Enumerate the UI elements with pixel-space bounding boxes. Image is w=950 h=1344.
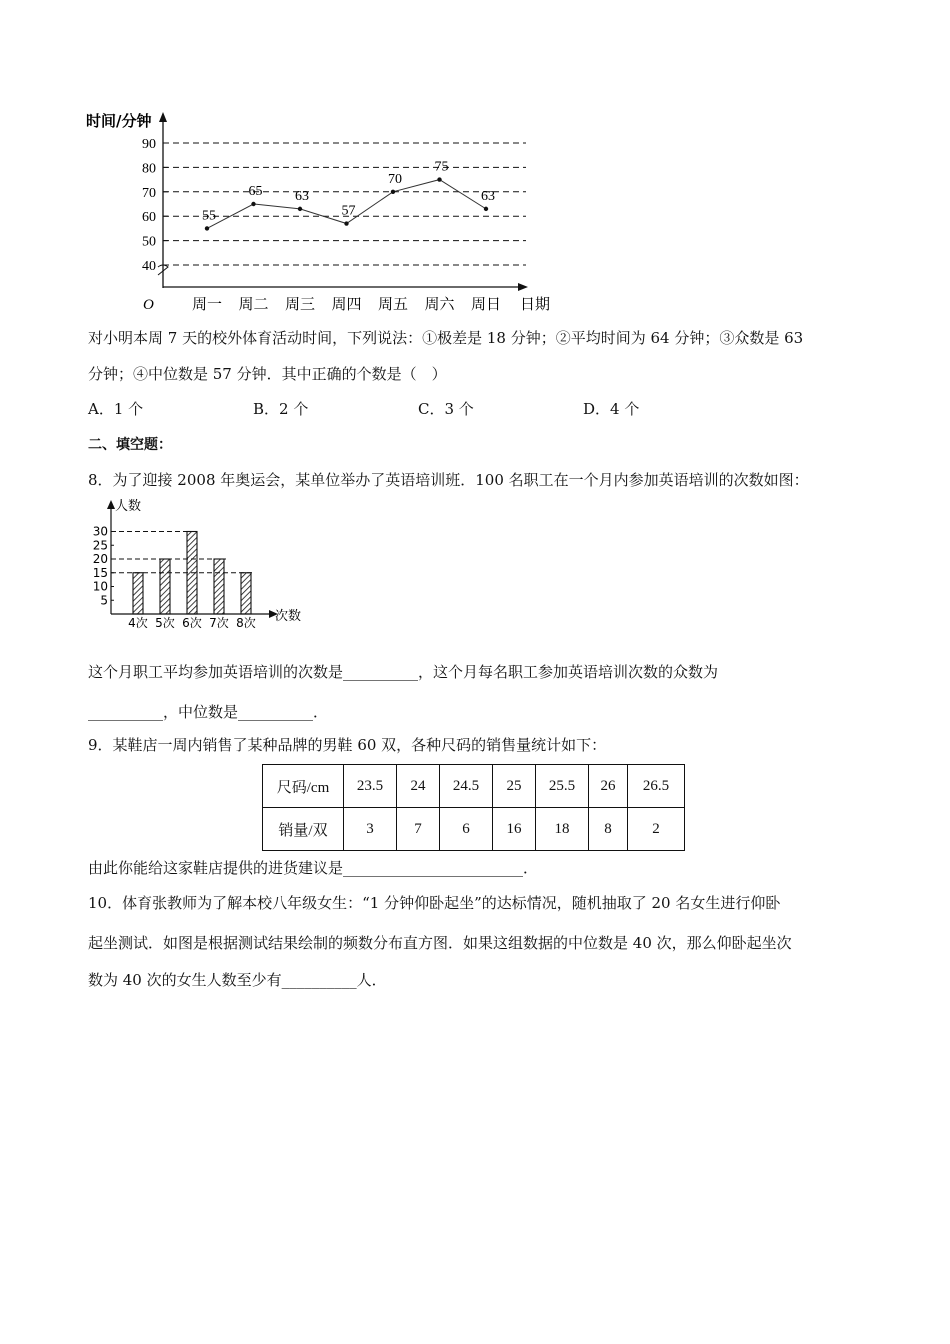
table-cell: 25: [493, 765, 536, 808]
x-tick-label: 周三: [284, 295, 316, 313]
bar-x-tick-label: 5次: [155, 616, 175, 630]
bar-y-axis-title: 人数: [115, 499, 142, 514]
y-tick-label: 80: [142, 161, 156, 177]
q10-line-1: 10．体育张教师为了解本校八年级女生：“1 分钟仰卧起坐”的达标情况，随机抽取了 20 名女生进行仰卧: [88, 894, 781, 912]
y-tick-label: 90: [142, 137, 156, 152]
q8-line-3: __________，中位数是__________．: [88, 703, 329, 721]
y-tick-label: 40: [142, 259, 156, 274]
bar-y-arrow-icon: [107, 500, 115, 509]
x-tick-label: 周四: [331, 295, 362, 313]
data-label: 70: [388, 171, 402, 187]
bar-y-tick-label: 20: [92, 552, 108, 566]
y-tick-label: 50: [142, 234, 156, 250]
data-point: [251, 202, 255, 206]
data-point: [344, 221, 348, 225]
data-label: 63: [295, 188, 309, 204]
table-cell: 26.5: [628, 765, 685, 808]
line-chart: [80, 110, 570, 320]
data-point: [205, 226, 209, 230]
q7-line-1: 对小明本周 7 天的校外体育活动时间，下列说法：①极差是 18 分钟；②平均时间为 64 分钟；③众数是 63: [88, 329, 804, 347]
q7-option-c[interactable]: C．3 个: [418, 400, 474, 418]
q8-line-1: 8．为了迎接 2008 年奥运会，某单位举办了英语培训班．100 名职工在一个月内参加英语培训的次数如图：: [88, 471, 809, 489]
bar: [241, 573, 251, 614]
bar-y-tick-label: 25: [92, 538, 108, 553]
data-label: 63: [481, 188, 495, 204]
y-tick-label: 60: [142, 210, 156, 226]
x-tick-label: 周日: [470, 295, 502, 313]
bar-x-tick-label: 6次: [182, 616, 202, 630]
q9-line-1: 9．某鞋店一周内销售了某种品牌的男鞋 60 双，各种尺码的销售量统计如下：: [88, 736, 607, 754]
bar-x-tick-label: 7次: [209, 616, 229, 630]
table-cell: 6: [440, 808, 493, 851]
table-cell: 8: [589, 808, 628, 851]
table-cell: 2: [628, 808, 685, 851]
data-label: 65: [248, 184, 263, 199]
data-point: [391, 190, 395, 194]
bar-x-axis-title: 次数: [275, 609, 302, 624]
shoe-size-table: [262, 764, 685, 851]
bar-y-tick-label: 15: [92, 565, 108, 580]
bar: [160, 559, 170, 614]
bar-y-tick-label: 30: [92, 524, 108, 539]
q7-option-a[interactable]: A．1 个: [88, 400, 144, 418]
table-cell: 18: [536, 808, 589, 851]
table-cell: 24.5: [440, 765, 493, 808]
table-cell: 23.5: [344, 765, 397, 808]
bar-chart: [85, 496, 320, 636]
q9-line-2: 由此你能给这家鞋店提供的进货建议是________________________．: [88, 859, 539, 877]
bar: [133, 573, 143, 614]
q7-option-b[interactable]: B．2 个: [253, 400, 309, 418]
x-tick-label: 周六: [424, 295, 455, 313]
y-tick-label: 70: [142, 185, 156, 201]
data-point: [484, 207, 488, 211]
x-axis-arrow-icon: [518, 283, 528, 291]
table-cell: 7: [397, 808, 440, 851]
section-heading: 二、填空题：: [88, 437, 172, 453]
q10-line-3: 数为 40 次的女生人数至少有__________人．: [88, 971, 387, 989]
table-cell: 3: [344, 808, 397, 851]
x-tick-label: 周一: [191, 295, 223, 313]
table-header-size: 尺码/cm: [263, 765, 344, 808]
y-axis-arrow-icon: [159, 112, 167, 122]
bar: [214, 559, 224, 614]
origin-label: O: [143, 297, 154, 313]
y-axis-title: 时间/分钟: [86, 112, 152, 130]
table-cell: 26: [589, 765, 628, 808]
table-cell: 24: [397, 765, 440, 808]
data-point: [437, 177, 441, 181]
q7-line-2: 分钟；④中位数是 57 分钟．其中正确的个数是（ ）: [88, 365, 447, 383]
bar-y-tick-label: 10: [92, 579, 108, 594]
data-label: 55: [202, 208, 216, 224]
q7-option-d[interactable]: D．4 个: [583, 400, 640, 418]
data-label: 75: [434, 159, 449, 175]
q10-line-2: 起坐测试．如图是根据测试结果绘制的频数分布直方图．如果这组数据的中位数是 40 次，那么仰卧起坐次: [88, 934, 792, 952]
x-tick-label: 周二: [238, 295, 269, 313]
q8-line-2: 这个月职工平均参加英语培训的次数是__________，这个月每名职工参加英语培训次数的众数为: [88, 663, 719, 681]
table-row: [263, 808, 685, 851]
x-tick-label: 周五: [377, 295, 409, 313]
data-point: [298, 207, 302, 211]
table-row: [263, 765, 685, 808]
table-cell: 16: [493, 808, 536, 851]
bar: [187, 532, 197, 615]
table-header-sales: 销量/双: [263, 808, 344, 851]
bar-y-tick-label: 5: [100, 593, 108, 608]
x-axis-title: 日期: [520, 295, 551, 313]
data-label: 57: [341, 203, 356, 219]
table-cell: 25.5: [536, 765, 589, 808]
bar-x-tick-label: 8次: [236, 616, 256, 630]
bar-x-tick-label: 4次: [128, 616, 148, 630]
